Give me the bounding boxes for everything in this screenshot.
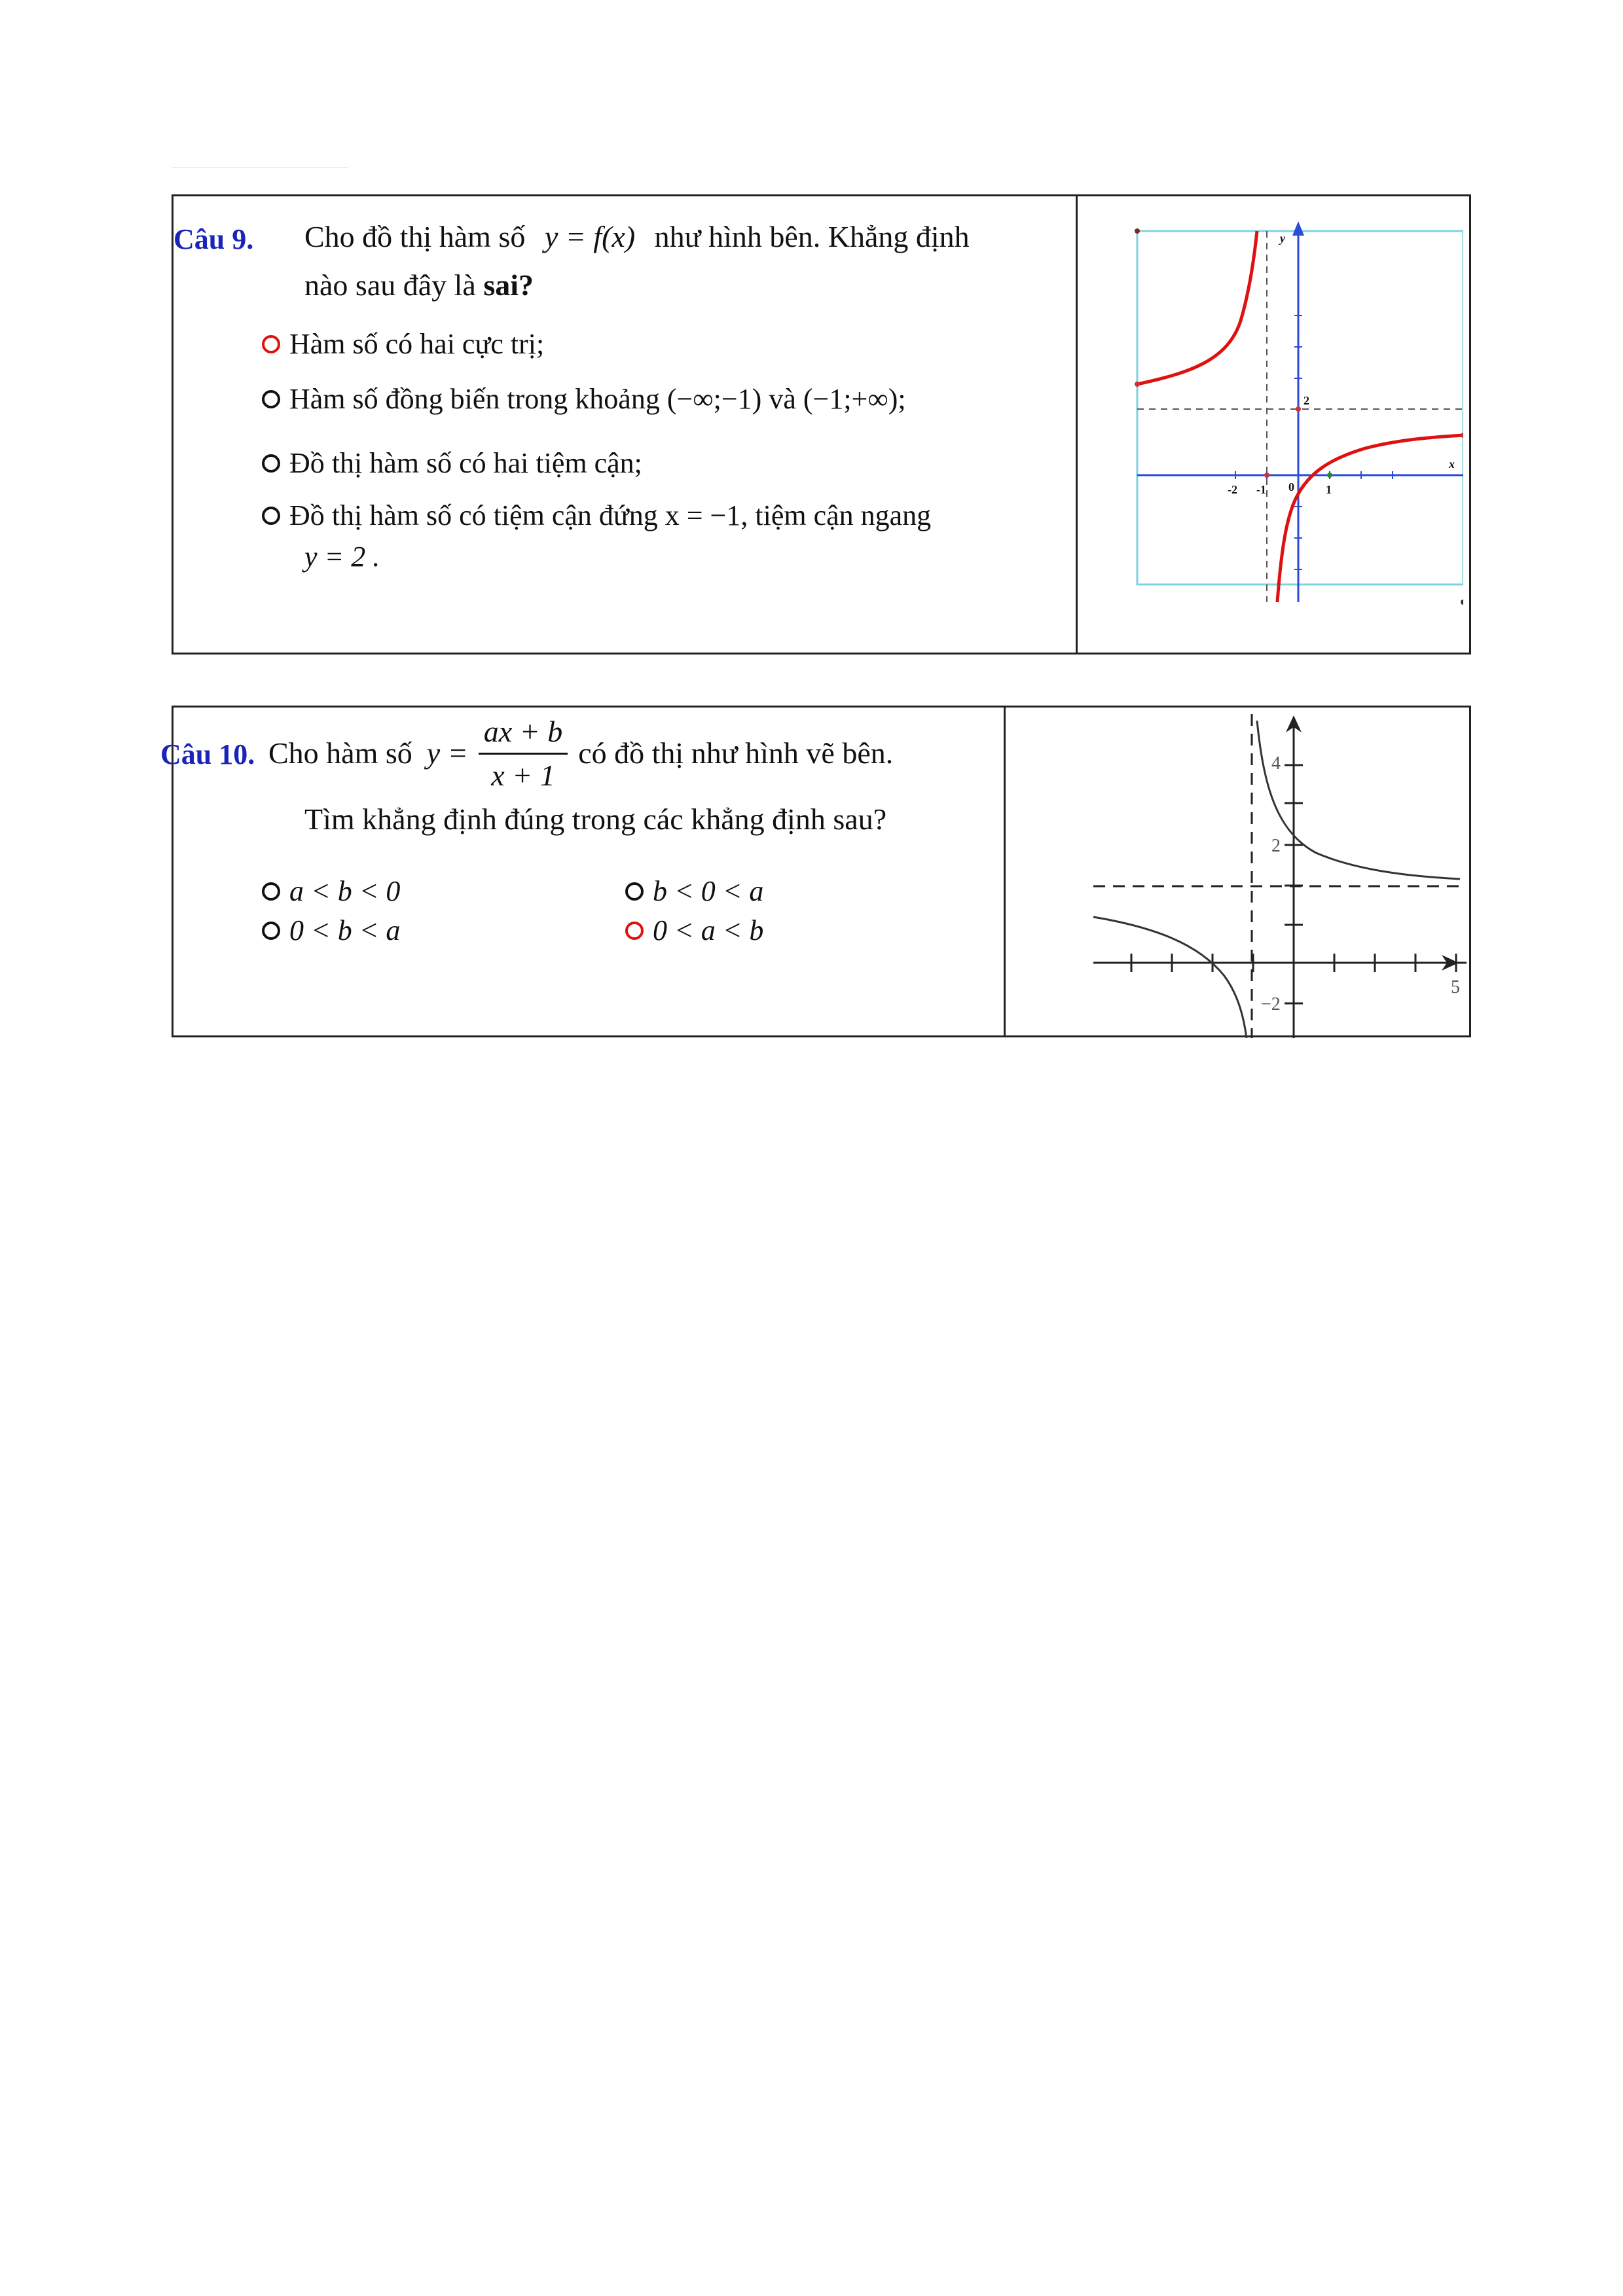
option-text: b < 0 < a [653,875,764,907]
fraction-numerator: ax + b [479,713,568,754]
tick-label-neg2: −2 [1261,994,1281,1014]
tick-label-2: 2 [1304,394,1309,407]
point [1461,600,1463,605]
tick-label-4: 4 [1271,753,1281,774]
fraction [479,713,568,793]
question-10-stem-line1 [268,708,893,799]
radio-icon[interactable] [262,390,280,408]
tick-label-1: 1 [1326,483,1332,496]
tick-label-2: 2 [1271,836,1281,856]
point [1327,473,1332,478]
curve-right-branch [1257,721,1460,879]
question-10-box [160,706,1471,1037]
option-text: Hàm số đồng biến trong khoảng (−∞;−1) và (−1;+∞); [289,383,906,415]
q10-option-d[interactable] [625,914,763,947]
tick-label-neg2: -2 [1228,483,1237,496]
fraction-denominator: x + 1 [491,758,555,792]
q10-option-a[interactable] [262,874,400,908]
curve-left-branch [1137,231,1257,384]
option-text: 0 < b < a [289,914,401,946]
q9-option-b[interactable] [262,382,906,416]
point [1296,406,1301,412]
question-10-stem-line2: Tìm khẳng định đúng trong các khẳng định sau? [304,802,887,836]
question-9-divider [1076,196,1078,653]
question-9-box [172,194,1471,655]
stem-lhs: y = [426,736,468,770]
curve-right-branch [1277,435,1463,602]
stem-text-post: có đồ thị như hình vẽ bên. [578,736,894,770]
stem-text: Cho đồ thị hàm số [304,220,526,253]
option-text: Đồ thị hàm số có tiệm cận đứng x = −1, tiệm cận ngang [289,499,932,531]
curve-left-branch [1093,917,1247,1038]
tick-label-neg1: -1 [1256,483,1266,496]
q9-option-a[interactable] [262,327,544,361]
tick-label-5: 5 [1451,977,1460,997]
tick-label-0: 0 [1288,480,1294,493]
radio-marked-icon[interactable] [625,922,644,940]
q9-graph [1090,209,1463,641]
q10-graph [1008,708,1467,1038]
point [1264,473,1269,478]
point [1461,433,1463,438]
radio-icon[interactable] [625,882,644,901]
option-text: 0 < a < b [653,914,764,946]
radio-marked-icon[interactable] [262,335,280,353]
q9-option-d-line2: y = 2 . [304,541,380,573]
q9-option-d[interactable] [262,499,931,532]
stem-math: y = f(x) [544,220,636,253]
stem-text-post: như hình bên. Khẳng định [654,220,970,253]
option-text: Hàm số có hai cực trị; [289,328,545,360]
point [1135,382,1140,387]
radio-icon[interactable] [262,882,280,901]
radio-icon[interactable] [262,507,280,525]
question-10-divider [1004,708,1006,1035]
option-text: Đồ thị hàm số có hai tiệm cận; [289,447,642,479]
question-9-stem-line2 [304,267,534,303]
x-axis-label: x [1449,457,1455,471]
q10-option-c[interactable] [262,914,400,947]
stem-bold: sai? [483,268,534,302]
radio-icon[interactable] [262,454,280,473]
question-9-stem-line1 [304,219,970,255]
q10-option-b[interactable] [625,874,763,908]
question-10-label: Câu 10. [160,738,255,770]
stem-text-2: nào sau đây là [304,268,484,302]
y-axis-arrow [1292,221,1304,236]
radio-icon[interactable] [262,922,280,940]
q9-option-c[interactable] [262,446,642,480]
option-text: a < b < 0 [289,875,401,907]
question-9-label: Câu 9. [173,223,254,255]
stem-text: Cho hàm số [268,736,412,770]
header-rule [172,167,348,168]
point [1135,228,1140,234]
y-axis-label: y [1280,232,1285,245]
